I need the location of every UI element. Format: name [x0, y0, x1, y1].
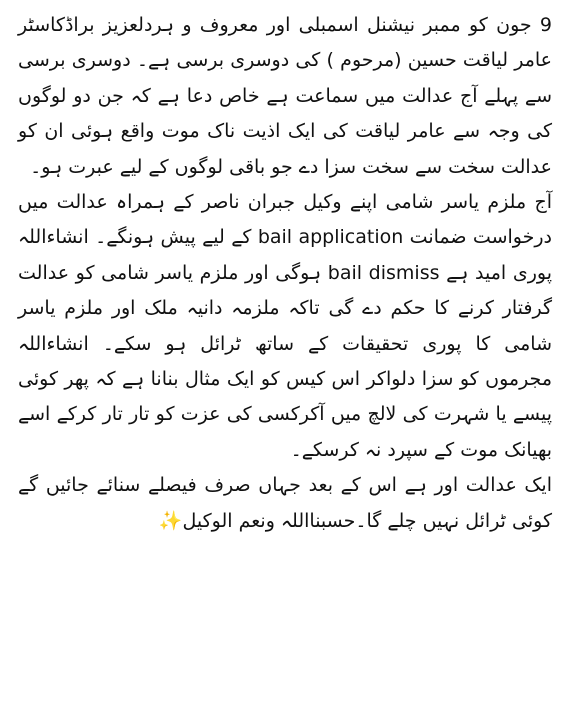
paragraph-2: آج ملزم یاسر شامی اپنے وکیل جبران ناصر کے ہمراہ عدالت میں درخواست ضمانت bail application کے لیے پیش ہونگے۔ انشاءاللہ پوری امید ہے bail dismiss ہوگی اور ملزم یاسر شامی کو عدالت گرفتار کرنے کا حکم دے گی تاکہ ملزمہ دانیہ ملک اور ملزم یاسر شامی کا پوری تحقیقات کے ساتھ ٹرائل ہو سکے۔ انشاءاللہ مجرموں کو سزا دلواکر اس کیس کو ایک مثال بنانا ہے کہ پھر کوئی پیسے یا شہرت کی لالچ میں آکرکسی کی عزت کو تار تار کرکے اسے بھیانک موت کے سپرد نہ کرسکے۔	[18, 191, 552, 461]
paragraph-3-text: ایک عدالت اور ہے اس کے بعد جہاں صرف فیصلے سنائے جائیں گے کوئی ٹرائل نہیں چلے گا۔حسبنااللہ ونعم الوکیل	[18, 474, 552, 532]
paragraph-1: 9 جون کو ممبر نیشنل اسمبلی اور معروف و ہردلعزیز براڈکاسٹر عامر لیاقت حسین (مرحوم ) کی دوسری برسی ہے۔ دوسری برسی سے پہلے آج عدالت میں سماعت ہے خاص دعا ہے کہ جن دو لوگوں کی وجہ سے عامر لیاقت کی ایک اذیت ناک موت واقع ہوئی ان کو عدالت سخت سے سخت سزا دے جو باقی لوگوں کے لیے عبرت ہو۔	[18, 14, 552, 178]
paragraph-3	[18, 468, 552, 539]
sparkles-icon: ✨	[158, 509, 183, 532]
